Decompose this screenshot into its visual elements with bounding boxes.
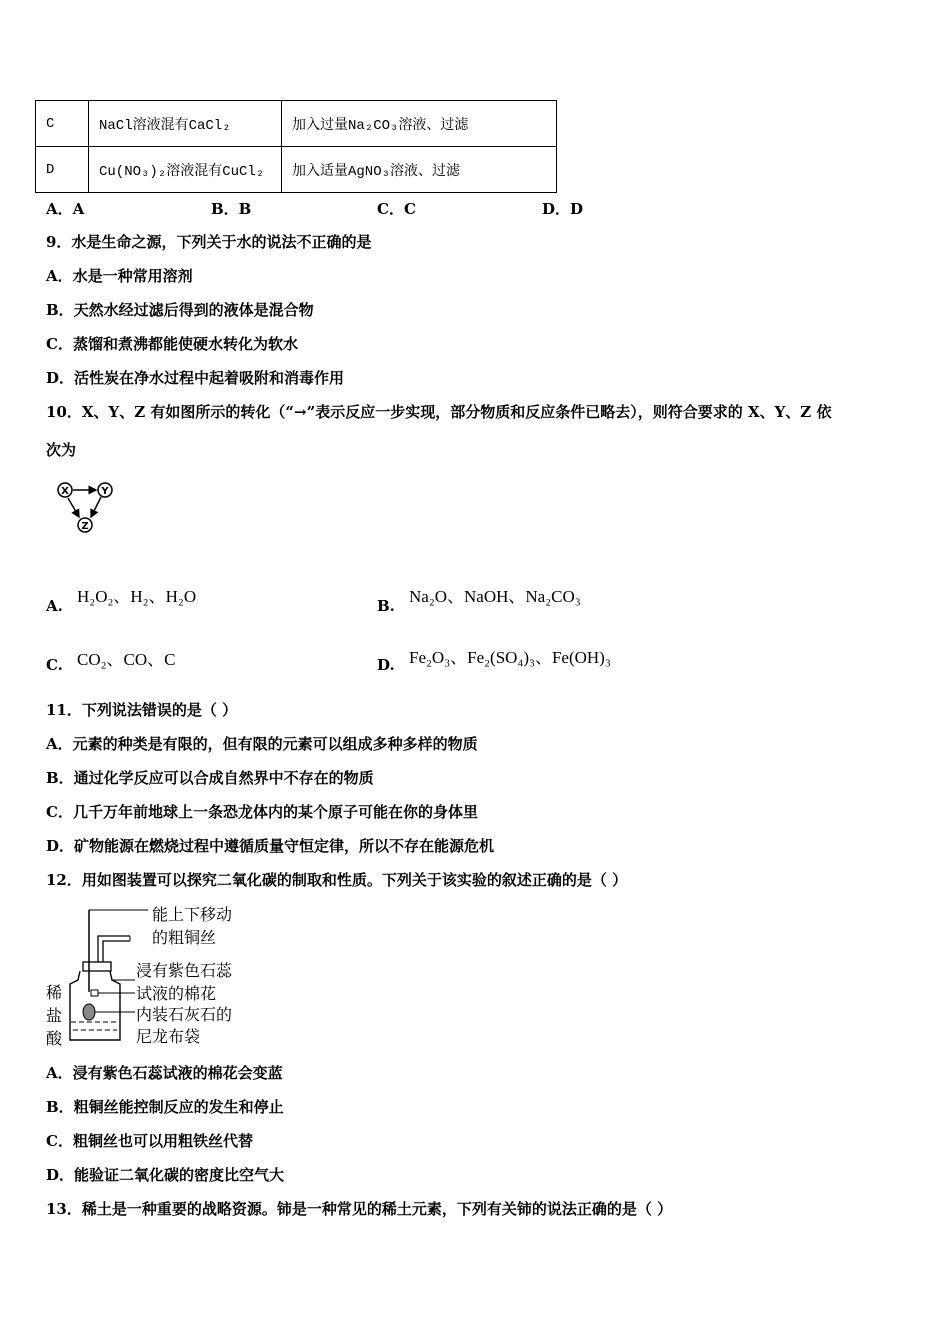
arrow-x-z	[68, 498, 79, 517]
q9-option-a: A．水是一种常用溶剂	[46, 267, 193, 285]
acid-label-3: 酸	[46, 1029, 63, 1048]
node-x-label: X	[61, 486, 69, 497]
answer-d: D．D	[542, 200, 584, 218]
q10-stem-line2: 次为	[46, 441, 77, 459]
q9-stem: 9．水是生命之源，下列关于水的说法不正确的是	[46, 233, 372, 251]
table-row	[36, 101, 557, 147]
wire-label-2: 的粗铜丝	[152, 928, 217, 947]
q13-stem: 13．稀土是一种重要的战略资源。铈是一种常见的稀土元素，下列有关铈的说法正确的是（ ）	[46, 1200, 673, 1218]
q10-option-a: H₂O₂、H₂、H₂O	[77, 587, 197, 606]
answer-a: A．A	[46, 200, 85, 218]
arrow-y-z	[91, 497, 101, 517]
options-table	[35, 100, 557, 193]
q12-option-d: D．能验证二氧化碳的密度比空气大	[46, 1166, 285, 1184]
q10-letter-b: B.	[377, 597, 395, 615]
q12-option-c: C．粗铜丝也可以用粗铁丝代替	[46, 1132, 253, 1150]
wire-label-1: 能上下移动	[152, 905, 233, 924]
table-row	[36, 147, 557, 193]
answer-c: C．C	[377, 200, 416, 218]
q10-stem-line1: 10．X、Y、Z 有如图所示的转化（“→”表示反应一步实现，部分物质和反应条件已略去），则符合要求的 X、Y、Z 依	[46, 403, 832, 421]
q10-letter-a: A.	[46, 597, 63, 615]
node-z-label: Z	[81, 521, 89, 532]
cotton-label-1: 浸有紫色石蕊	[136, 961, 233, 980]
q12-option-a: A．浸有紫色石蕊试液的棉花会变蓝	[46, 1064, 283, 1082]
q9-option-b: B．天然水经过滤后得到的液体是混合物	[46, 301, 314, 319]
q12-option-b: B．粗铜丝能控制反应的发生和停止	[46, 1098, 284, 1116]
q12-stem: 12．用如图装置可以探究二氧化碳的制取和性质。下列关于该实验的叙述正确的是（ ）	[46, 871, 628, 889]
q11-option-a: A．元素的种类是有限的，但有限的元素可以组成多种多样的物质	[46, 735, 478, 753]
row-label: D	[36, 147, 89, 193]
q10-option-d: Fe₂O₃、Fe₂(SO₄)₃、Fe(OH)₃	[409, 648, 611, 667]
q10-option-b: Na₂O、NaOH、Na₂CO₃	[409, 587, 581, 606]
row-mixture: Cu(NO₃)₂溶液混有CuCl₂	[89, 147, 282, 193]
row-mixture: NaCl溶液混有CaCl₂	[89, 101, 282, 147]
xyz-cycle-diagram	[52, 478, 122, 538]
q10-option-c: CO₂、CO、C	[77, 650, 176, 669]
acid-label-2: 盐	[46, 1006, 63, 1025]
q11-option-b: B．通过化学反应可以合成自然界中不存在的物质	[46, 769, 374, 787]
q10-letter-d: D.	[377, 656, 395, 674]
node-y-label: Y	[101, 486, 109, 497]
q11-option-c: C．几千万年前地球上一条恐龙体内的某个原子可能在你的身体里	[46, 803, 478, 821]
cotton-label-2: 试液的棉花	[136, 984, 217, 1003]
answer-b: B．B	[211, 200, 252, 218]
q10-letter-c: C.	[46, 656, 63, 674]
bag-label-1: 内装石灰石的	[136, 1005, 233, 1024]
q11-stem: 11．下列说法错误的是（ ）	[46, 701, 238, 719]
q11-option-d: D．矿物能源在燃烧过程中遵循质量守恒定律，所以不存在能源危机	[46, 837, 495, 855]
row-method: 加入过量Na₂CO₃溶液、过滤	[282, 101, 557, 147]
row-label: C	[36, 101, 89, 147]
row-method: 加入适量AgNO₃溶液、过滤	[282, 147, 557, 193]
acid-label-1: 稀	[46, 983, 63, 1002]
q9-option-c: C．蒸馏和煮沸都能使硬水转化为软水	[46, 335, 298, 353]
bag-label-2: 尼龙布袋	[136, 1027, 201, 1046]
q9-option-d: D．活性炭在净水过程中起着吸附和消毒作用	[46, 369, 345, 387]
co2-apparatus-figure	[40, 900, 270, 1050]
